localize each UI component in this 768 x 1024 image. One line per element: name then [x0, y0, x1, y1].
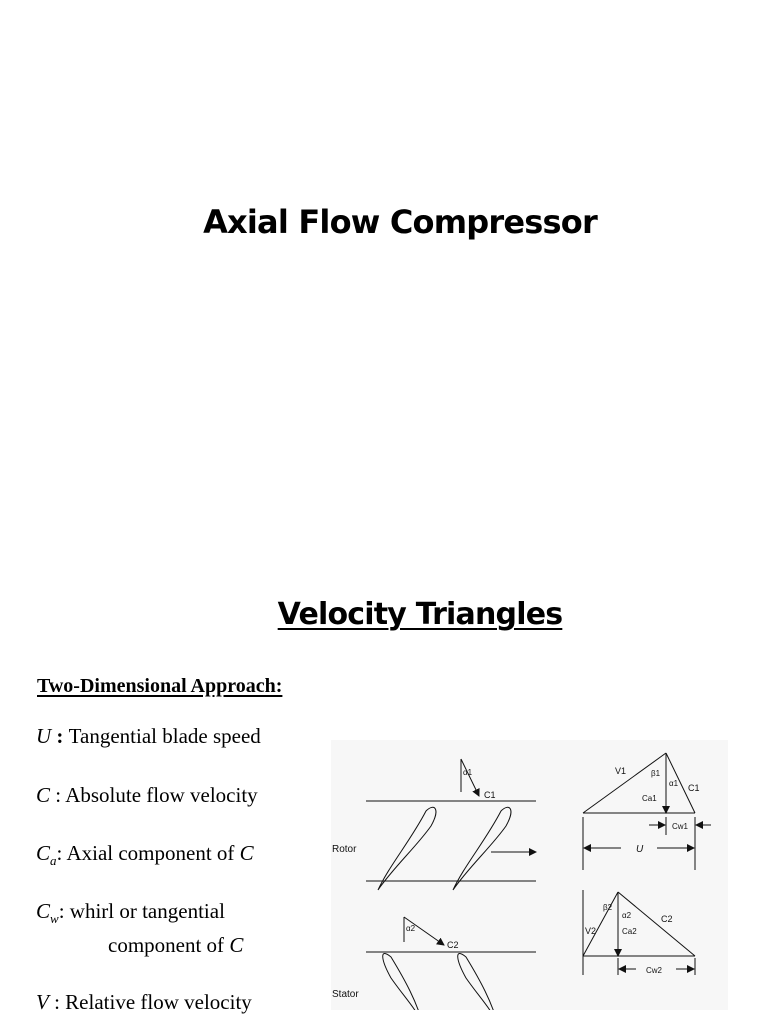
definition-ca: $C_a$: Axial component of C [36, 841, 254, 868]
c2-label: C2 [447, 940, 459, 950]
ca2-label: Ca2 [622, 927, 637, 936]
definition-v: V : Relative flow velocity [36, 990, 252, 1014]
beta2-label: β2 [603, 903, 613, 912]
v2-label: V2 [585, 926, 597, 936]
rotor-blade [453, 807, 511, 890]
alpha1-triangle-label: α1 [669, 779, 679, 788]
slide-title: Axial Flow Compressor [203, 203, 597, 241]
rotor-label: Rotor [332, 844, 357, 855]
c1-label: C1 [484, 790, 496, 800]
slide-title: Velocity Triangles [277, 597, 563, 632]
c2-triangle-label: C2 [661, 914, 673, 924]
stator-blade [383, 954, 423, 1010]
c2-side [618, 892, 695, 956]
cw1-label: Cw1 [672, 822, 689, 831]
velocity-triangle-diagram [331, 740, 728, 1010]
beta1-label: β1 [651, 769, 661, 778]
v2-side [583, 892, 618, 956]
alpha2-triangle-label: α2 [622, 911, 632, 920]
v1-label: V1 [615, 766, 627, 776]
ca1-label: Ca1 [642, 794, 657, 803]
definition-c: C : Absolute flow velocity [36, 783, 258, 807]
slide-2 [0, 512, 768, 1024]
velocity-triangle-figure [331, 740, 728, 1010]
c1-vector [461, 759, 479, 796]
alpha1-label: α1 [463, 768, 473, 777]
definition-u: U : Tangential blade speed [36, 724, 261, 748]
v1-side [583, 753, 666, 813]
cw2-label: Cw2 [646, 966, 663, 975]
definition-cw: $C_w$: whirl or tangential component of C [36, 899, 244, 957]
rotor-blade [378, 807, 436, 890]
alpha2-label: α2 [406, 924, 416, 933]
definition-cw-continued: component of C [108, 933, 244, 957]
c1-triangle-label: C1 [688, 783, 700, 793]
u-label: U [636, 844, 644, 855]
subheading: Two-Dimensional Approach: [37, 675, 283, 697]
stator-label: Stator [332, 989, 359, 1000]
stator-blade [458, 954, 498, 1010]
